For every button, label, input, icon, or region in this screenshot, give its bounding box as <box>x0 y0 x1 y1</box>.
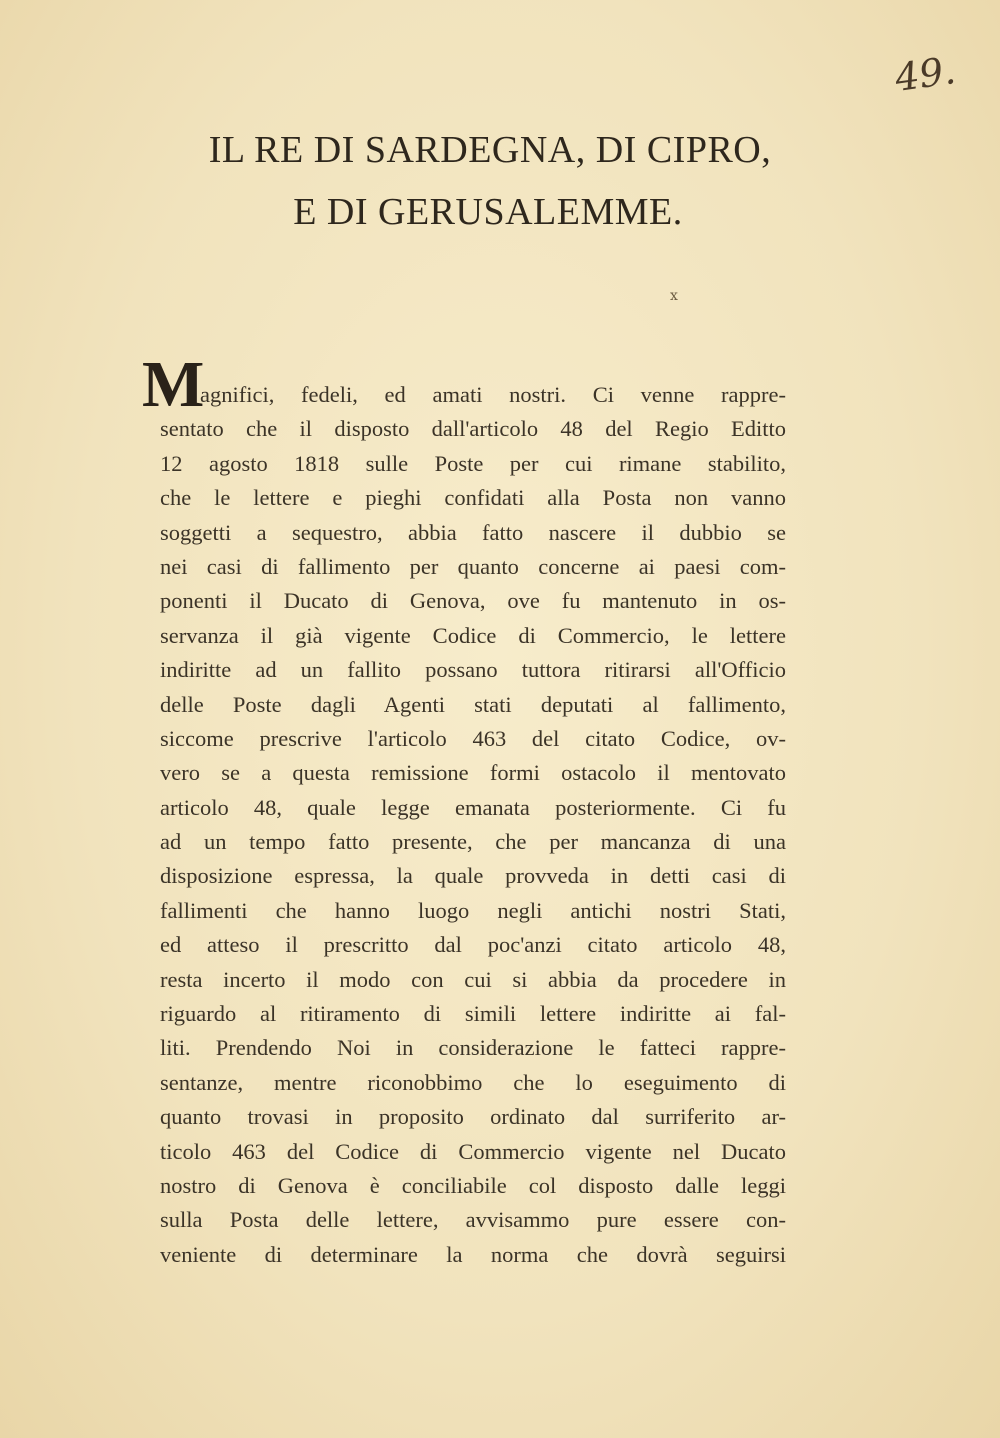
text-line-content: sulla Posta delle lettere, avvisammo pure essere con- <box>160 1207 786 1233</box>
text-line <box>160 1238 786 1272</box>
text-line <box>160 1203 786 1237</box>
text-line <box>160 997 786 1031</box>
text-line-content: agnifici, fedeli, ed amati nostri. Ci venne rappre- <box>200 382 786 407</box>
text-line-content: che le lettere e pieghi confidati alla Posta non vanno <box>160 485 786 511</box>
pencil-mark: x <box>670 288 678 304</box>
text-line-content: sentanze, mentre riconobbimo che lo eseguimento di <box>160 1069 786 1095</box>
document-body <box>142 348 786 1272</box>
drop-cap: M <box>142 348 205 421</box>
text-line <box>160 653 786 687</box>
text-line <box>160 412 786 446</box>
text-line-content: quanto trovasi in proposito ordinato dal surriferito ar- <box>160 1104 786 1130</box>
text-line-content: fallimenti che hanno luogo negli antichi nostri Stati, <box>160 897 786 923</box>
text-line <box>160 516 786 550</box>
title-line-2: E DI GERUSALEMME. <box>293 191 683 233</box>
text-line-content: liti. Prendendo Noi in considerazione le fatteci rappre- <box>160 1035 786 1061</box>
text-line-content: nei casi di fallimento per quanto concerne ai paesi com- <box>160 553 786 579</box>
text-line <box>160 1100 786 1134</box>
text-line-content: siccome prescrive l'articolo 463 del citato Codice, ov- <box>160 725 786 751</box>
text-line-content: delle Poste dagli Agenti stati deputati al fallimento, <box>160 691 786 717</box>
text-line <box>160 619 786 653</box>
text-line <box>160 722 786 756</box>
text-line <box>160 1169 786 1203</box>
text-line <box>160 447 786 481</box>
folio-number: 49. <box>892 48 959 100</box>
text-line-content: disposizione espressa, la quale provveda in detti casi di <box>160 863 786 889</box>
text-line <box>160 928 786 962</box>
text-line <box>160 1135 786 1169</box>
text-line <box>160 1066 786 1100</box>
text-line-content: soggetti a sequestro, abbia fatto nascere il dubbio se <box>160 519 786 545</box>
text-line-content: 12 agosto 1818 sulle Poste per cui rimane stabilito, <box>160 450 786 476</box>
text-line-content: riguardo al ritiramento di simili lettere indiritte ai fal- <box>160 1001 786 1027</box>
text-line-content: sentato che il disposto dall'articolo 48 del Regio Editto <box>160 416 786 442</box>
text-line-content: ed atteso il prescritto dal poc'anzi citato articolo 48, <box>160 932 786 958</box>
text-line-content: vero se a questa remissione formi ostacolo il mentovato <box>160 760 786 786</box>
text-line-content: articolo 48, quale legge emanata posteriormente. Ci fu <box>160 794 786 820</box>
text-line <box>160 378 786 412</box>
text-line <box>160 1031 786 1065</box>
text-line <box>160 481 786 515</box>
text-line <box>160 791 786 825</box>
text-line <box>160 688 786 722</box>
text-line-content: veniente di determinare la norma che dovrà seguirsi <box>160 1241 786 1267</box>
text-line <box>160 550 786 584</box>
text-line-content: nostro di Genova è conciliabile col disposto dalle leggi <box>160 1172 786 1198</box>
text-line <box>160 963 786 997</box>
body-lines <box>160 378 786 1272</box>
text-line-content: resta incerto il modo con cui si abbia da procedere in <box>160 966 786 992</box>
text-line-content: indiritte ad un fallito possano tuttora ritirarsi all'Officio <box>160 657 786 683</box>
text-line <box>160 584 786 618</box>
text-line-content: ponenti il Ducato di Genova, ove fu mantenuto in os- <box>160 588 786 614</box>
text-line-content: servanza il già vigente Codice di Commercio, le lettere <box>160 622 786 648</box>
text-line-content: ticolo 463 del Codice di Commercio vigente nel Ducato <box>160 1138 786 1164</box>
text-line <box>160 894 786 928</box>
text-line <box>160 825 786 859</box>
title-line-1: IL RE DI SARDEGNA, DI CIPRO, <box>208 129 772 171</box>
text-line <box>160 859 786 893</box>
text-line <box>160 756 786 790</box>
text-line-content: ad un tempo fatto presente, che per mancanza di una <box>160 829 786 855</box>
